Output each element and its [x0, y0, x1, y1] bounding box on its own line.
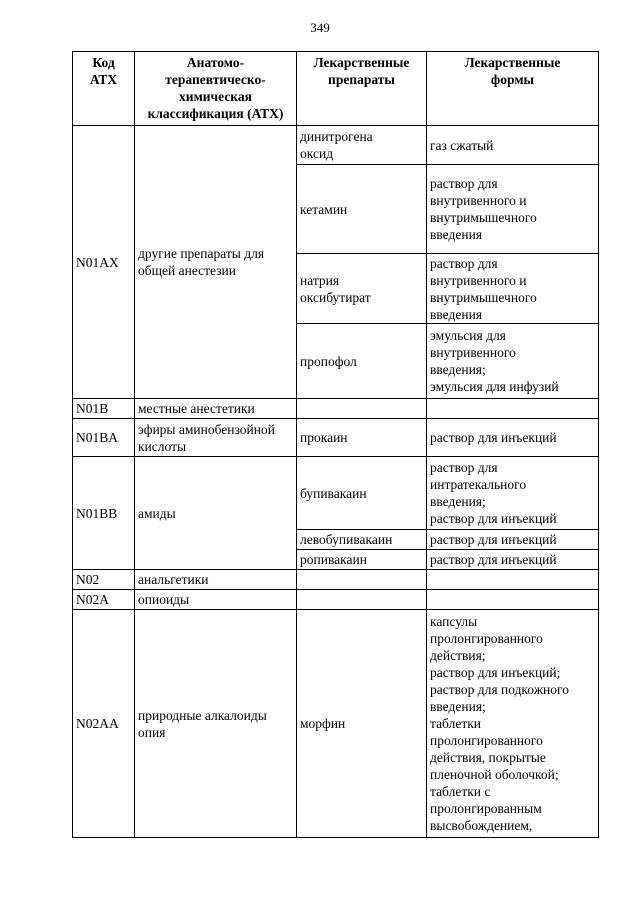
drug-name-cell: кетамин: [297, 165, 427, 254]
drug-name-cell: [297, 570, 427, 590]
drug-name-cell: морфин: [297, 610, 427, 838]
drug-name-cell: бупивакаин: [297, 457, 427, 530]
atx-code-cell: N02: [73, 570, 135, 590]
atx-class-cell: амиды: [135, 457, 297, 570]
table-header-row: [73, 52, 599, 126]
atx-class-cell: местные анестетики: [135, 399, 297, 419]
dosage-form-cell: раствор для инъекций: [427, 419, 599, 457]
drug-name-cell: прокаин: [297, 419, 427, 457]
page-number: 349: [310, 20, 330, 35]
header-drugs: Лекарственные препараты: [297, 52, 427, 126]
drug-name-cell: [297, 590, 427, 610]
atx-class-cell: опиоиды: [135, 590, 297, 610]
table-row: [73, 457, 599, 530]
dosage-form-cell: раствор для внутривенного и внутримышечного введения: [427, 165, 599, 254]
table-row: [73, 419, 599, 457]
drug-name-cell: натрия оксибутират: [297, 254, 427, 324]
table-row: [73, 399, 599, 419]
dosage-form-cell: раствор для внутривенного и внутримышечного введения: [427, 254, 599, 324]
atx-code-cell: N01BB: [73, 457, 135, 570]
drug-name-cell: [297, 399, 427, 419]
drug-name-cell: пропофол: [297, 324, 427, 399]
atx-code-cell: N01AX: [73, 126, 135, 399]
atx-code-cell: N02AA: [73, 610, 135, 838]
atx-class-cell: другие препараты для общей анестезии: [135, 126, 297, 399]
dosage-form-cell: раствор для инъекций: [427, 530, 599, 550]
atx-drug-table: [72, 51, 599, 838]
drug-name-cell: ропивакаин: [297, 550, 427, 570]
dosage-form-cell: эмульсия для внутривенного введения; эмульсия для инфузий: [427, 324, 599, 399]
table-row: [73, 590, 599, 610]
atx-code-cell: N01B: [73, 399, 135, 419]
dosage-form-cell: капсулы пролонгированного действия; раствор для инъекций; раствор для подкожного введения; таблетки пролонгированного действия, покрытые пленочной оболочкой; таблетки с пролонгированным высвобождением,: [427, 610, 599, 838]
header-atx-code: Код АТХ: [73, 52, 135, 126]
atx-class-cell: анальгетики: [135, 570, 297, 590]
table-row: [73, 610, 599, 838]
header-dosage-forms: Лекарственные формы: [427, 52, 599, 126]
atx-code-cell: N01BA: [73, 419, 135, 457]
drug-name-cell: динитрогена оксид: [297, 126, 427, 165]
dosage-form-cell: газ сжатый: [427, 126, 599, 165]
atx-class-cell: эфиры аминобензойной кислоты: [135, 419, 297, 457]
dosage-form-cell: раствор для интратекального введения; раствор для инъекций: [427, 457, 599, 530]
dosage-form-cell: [427, 570, 599, 590]
atx-class-cell: природные алкалоиды опия: [135, 610, 297, 838]
table-row: [73, 126, 599, 165]
header-atx-classification: Анатомо- терапевтическо- химическая классификация (АТХ): [135, 52, 297, 126]
atx-code-cell: N02A: [73, 590, 135, 610]
table-row: [73, 570, 599, 590]
dosage-form-cell: [427, 399, 599, 419]
dosage-form-cell: раствор для инъекций: [427, 550, 599, 570]
drug-name-cell: левобупивакаин: [297, 530, 427, 550]
dosage-form-cell: [427, 590, 599, 610]
